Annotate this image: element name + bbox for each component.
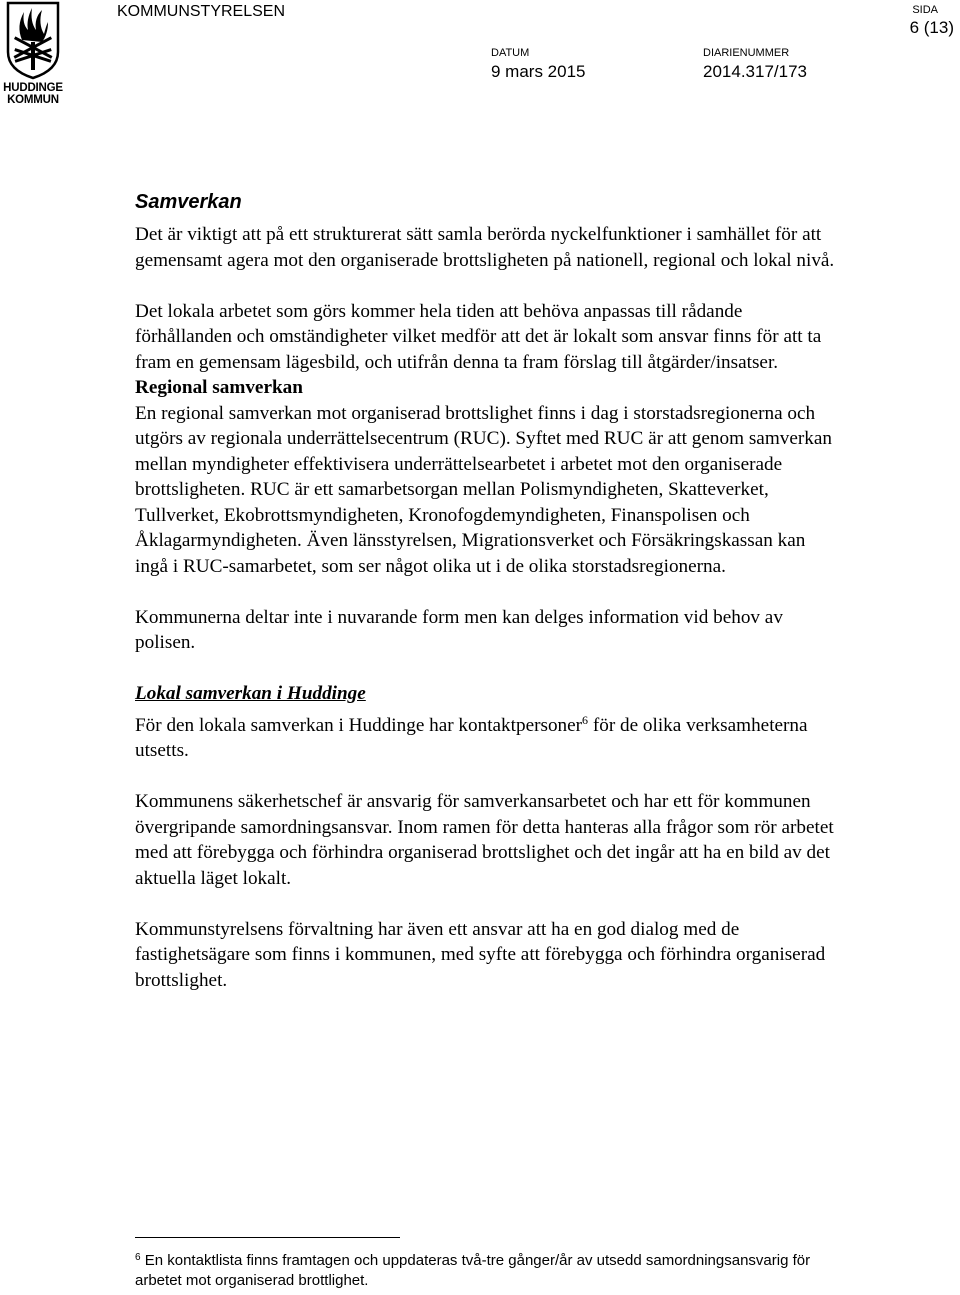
paragraph-2: Det lokala arbetet som görs kommer hela tiden att behöva anpassas till rådande förhållanden och omständigheter vilket medför att det är lokalt som ansvar finns för att ta fram en gemensam lägesbild, och utifrån denna ta fram förslag till åtgärder/insatser. [135,300,822,373]
footnote-number: 6 [135,1252,141,1263]
diary-number-label: DIARIENUMMER [703,47,790,59]
logo-text-line1: HUDDINGE [3,82,63,94]
footnote-text: En kontaktlista finns framtagen och uppdateras två-tre gånger/år av utsedd samordningsansvarig för arbetet mot organiserad brottlighet. [135,1252,811,1289]
subheading-regional: Regional samverkan [135,377,303,398]
section-heading: Samverkan [135,191,242,213]
paragraph-7: Kommunstyrelsens förvaltning har även ett ansvar att ha en god dialog med de fastighetsägare som finns i kommunen, med syfte att förebygga och förhindra organiserad brottslighet. [135,918,826,991]
date-value: 9 mars 2015 [491,62,586,81]
paragraph-5 [135,713,835,764]
paragraph-4: Kommunerna deltar inte i nuvarande form men kan delges information vid behov av polisen. [135,606,783,653]
coat-of-arms-icon [0,0,66,80]
page-label: SIDA [912,4,938,16]
organization-name: KOMMUNSTYRELSEN [117,3,286,20]
footnote-divider [135,1237,400,1238]
footnote-reference[interactable]: 6 [582,712,589,727]
date-label: DATUM [491,47,530,59]
document-body [135,188,835,993]
paragraph-1: Det är viktigt att på ett strukturerat sätt samla berörda nyckelfunktioner i samhället för att gemensamt agera mot den organiserade brottsligheten på nationell, regional och lokal nivå. [135,224,835,271]
paragraph-3: En regional samverkan mot organiserad brottslighet finns i dag i storstadsregionerna och utgörs av regionala underrättelsecentrum (RUC). Syftet med RUC är att genom samverkan mellan myndigheter effektivisera underrättelsearbetet i arbetet mot den organiserade brottsligheten. RUC är ett samarbetsorgan mellan Polismyndigheten, Skatteverket, Tullverket, Ekobrottsmyndigheten, Kronofogdemyndigheten, Finanspolisen och Åklagarmyndigheten. Även länsstyrelsen, Migrationsverket och Försäkringskassan kan ingå i RUC-samarbetet, som ser något olika ut i de olika storstadsregionerna. [135,402,832,577]
logo-text-line2: KOMMUN [7,94,59,106]
paragraph-5-end: för de olika verksamheterna utsetts. [135,714,808,761]
paragraph-5-start: För den lokala samverkan i Huddinge har kontaktpersoner [135,714,583,736]
subheading-local: Lokal samverkan i Huddinge [135,683,366,704]
footnote [135,1251,855,1291]
huddinge-kommun-logo [0,0,66,108]
diary-number-value: 2014.317/173 [703,62,807,81]
page-number: 6 (13) [909,18,954,37]
paragraph-6: Kommunens säkerhetschef är ansvarig för samverkansarbetet och har ett för kommunen övergripande samordningsansvar. Inom ramen för detta hanteras alla frågor som rör arbetet med att förebygga och förhindra organiserad brottslighet och det ingår att ha en bild av det aktuella läget lokalt. [135,791,834,889]
